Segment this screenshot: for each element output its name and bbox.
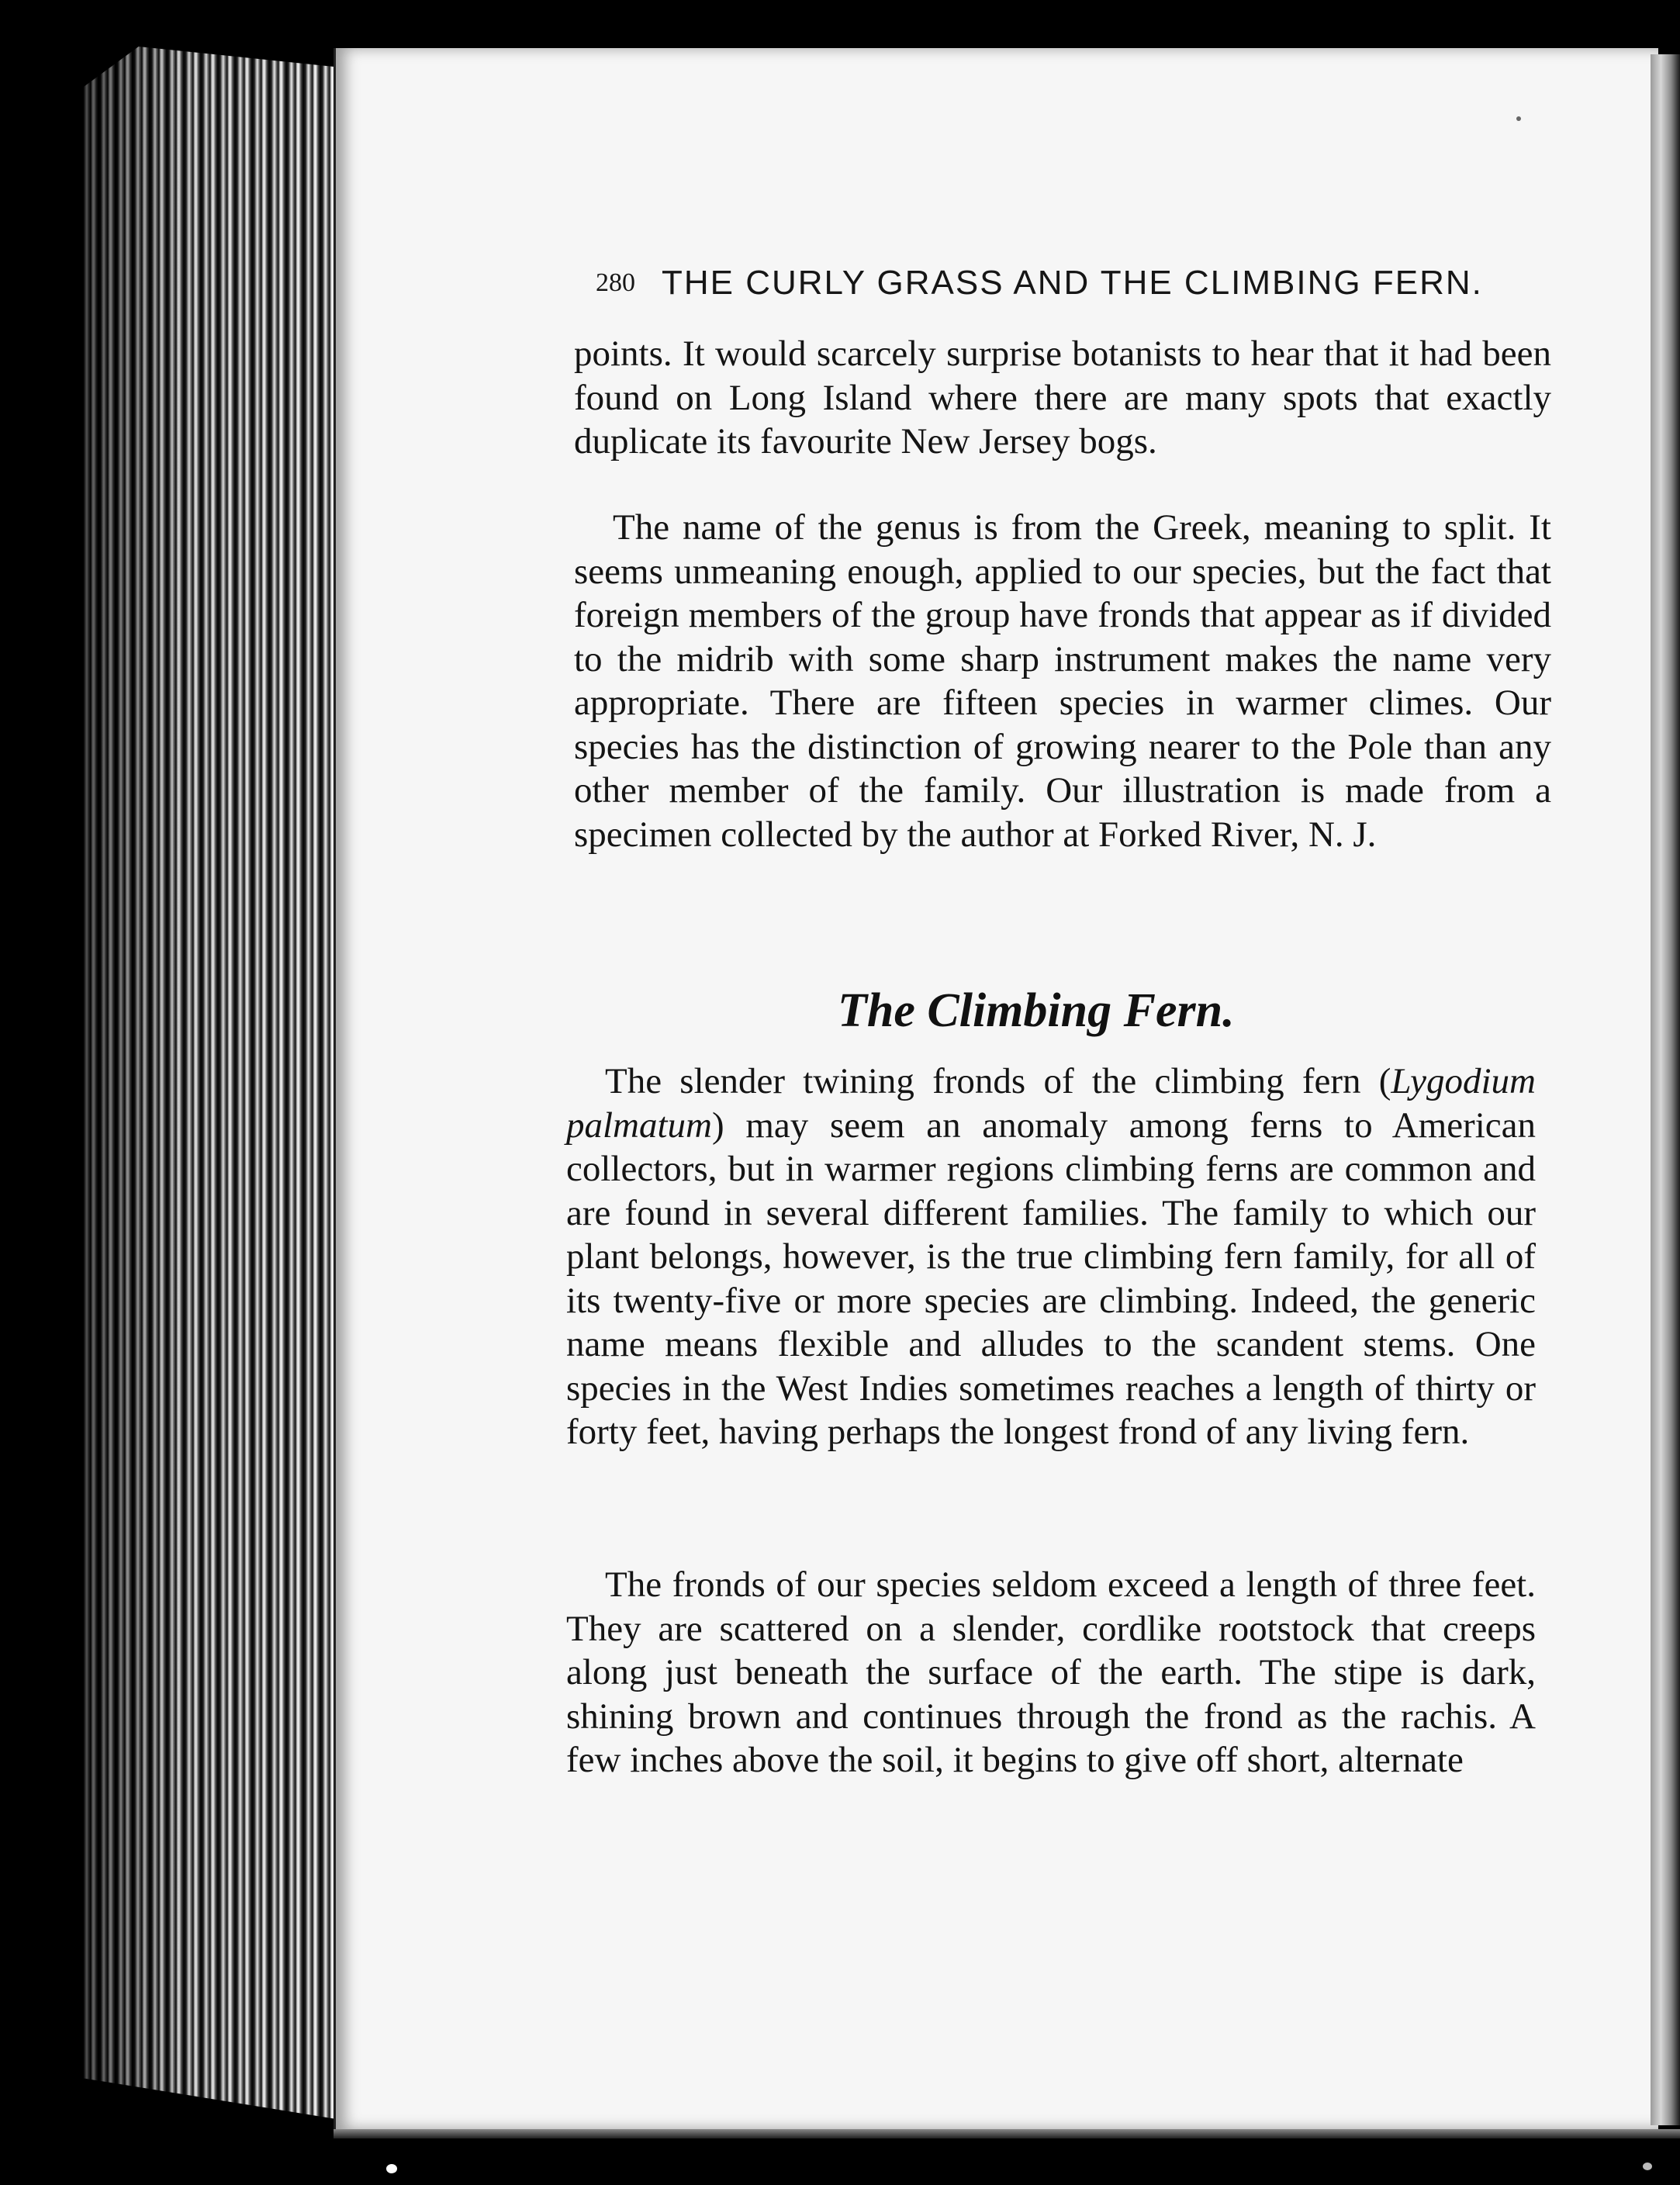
latin-name: Lygodium palmatum [566,1061,1536,1146]
section-heading: The Climbing Fern. [838,984,1235,1037]
page-edges [81,47,341,2141]
paragraph-3 [566,1060,1536,1454]
page-number: 280 [596,268,635,297]
paragraph-2: The name of the genus is from the Greek, meaning to split. It seems unmeaning enough, applied to our species, but the fact that foreign members of the group have fronds that appear as if divided to the midrib with some sharp instrument makes the name very appropriate. There are fifteen species in warmer climes. Our species has the distinction of growing nearer to the Pole than any other member of the family. Our illustration is made from a specimen collected by the author at Forked River, N. J. [574,507,1551,855]
paragraph-3-block [566,1060,1536,1454]
scan-speck [386,2164,397,2173]
scan-speck [1516,116,1521,121]
paragraph-4: The fronds of our species seldom exceed a length of three feet. They are scattered on a slender, cordlike rootstock that creeps along just beneath the surface of the earth. The stipe is dark, shining brown and continues through the frond as the rachis. A few inches above the soil, it begins to give off short, alternate [566,1564,1536,1780]
scan-speck [1643,2163,1652,2170]
running-head [596,264,1488,303]
paragraph-1-block [574,332,1551,464]
paragraph-2-block [574,506,1551,856]
page-right-edge [1651,54,1680,2125]
paragraph-3-rest: ) may seem an anomaly among ferns to American collectors, but in warmer regions climbing ferns are common and are found in several different families. The family to which our plant belongs, however, is the true climbing fern family, for all of its twenty-five or more species are climbing. Indeed, the generic name means flexible and alludes to the scandent stems. One species in the West Indies sometimes reaches a length of thirty or forty feet, having perhaps the longest frond of any living fern. [566,1105,1536,1452]
paragraph-1: points. It would scarcely surprise botanists to hear that it had been found on Long Island where there are many spots that exactly duplicate its favourite New Jersey bogs. [574,334,1551,462]
running-title: THE CURLY GRASS AND THE CLIMBING FERN. [662,264,1483,302]
page-bottom-edge [334,2129,1680,2138]
paragraph-4-block [566,1563,1536,1782]
paragraph-3-lead: The slender twining fronds of the climbing fern ( [605,1061,1391,1101]
